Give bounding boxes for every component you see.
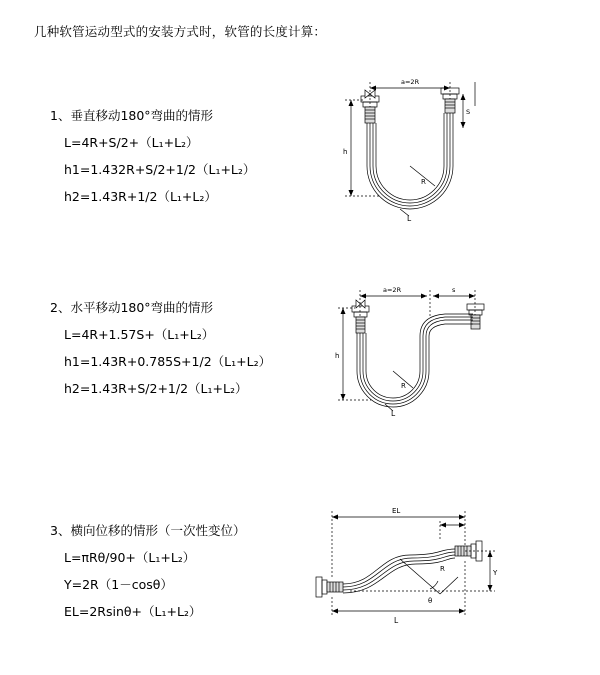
- section-3-formula-2: Y=2R（1－cosθ）: [64, 577, 173, 592]
- section-2-title: 2、水平移动180°弯曲的情形: [50, 300, 214, 315]
- svg-text:L: L: [391, 409, 396, 418]
- section-3-title: 3、横向位移的情形（一次性变位）: [50, 523, 246, 538]
- section-2-formula-2: h1=1.43R+0.785S+1/2（L₁+L₂）: [64, 354, 272, 369]
- svg-text:L: L: [394, 616, 399, 625]
- section-2-formula-1: L=4R+1.57S+（L₁+L₂）: [64, 327, 215, 342]
- section-2-text: [50, 298, 310, 406]
- section-1-title: 1、垂直移动180°弯曲的情形: [50, 108, 214, 123]
- vertical-180-bend-diagram: [305, 66, 505, 270]
- svg-text:R: R: [421, 178, 426, 186]
- svg-text:s: s: [452, 286, 456, 294]
- section-1-formula-3: h2=1.43R+1/2（L₁+L₂）: [64, 189, 217, 204]
- section-3-formula-3: EL=2Rsinθ+（L₁+L₂）: [64, 604, 202, 619]
- svg-text:S: S: [466, 108, 471, 116]
- svg-text:θ: θ: [428, 597, 433, 605]
- lateral-offset-diagram: [290, 499, 520, 643]
- section-3-text: [50, 521, 310, 629]
- section-2-formula-3: h2=1.43R+S/2+1/2（L₁+L₂）: [64, 381, 248, 396]
- section-1-text: [50, 106, 310, 214]
- section-1-formula-2: h1=1.432R+S/2+1/2（L₁+L₂）: [64, 162, 256, 177]
- svg-text:h: h: [343, 148, 348, 156]
- horizontal-180-bend-diagram: [305, 276, 505, 450]
- svg-text:R: R: [440, 565, 445, 573]
- section-1-formula-1: L=4R+S/2+（L₁+L₂）: [64, 135, 199, 150]
- svg-text:EL: EL: [392, 507, 401, 515]
- page-title: 几种软管运动型式的安装方式时，软管的长度计算：: [34, 24, 327, 39]
- svg-text:Y: Y: [493, 569, 498, 577]
- svg-text:h: h: [335, 352, 340, 360]
- svg-text:L: L: [407, 214, 412, 223]
- svg-text:a=2R: a=2R: [383, 286, 402, 294]
- svg-text:R: R: [401, 382, 406, 390]
- svg-text:a=2R: a=2R: [401, 78, 420, 86]
- section-3-formula-1: L=πRθ/90+（L₁+L₂）: [64, 550, 196, 565]
